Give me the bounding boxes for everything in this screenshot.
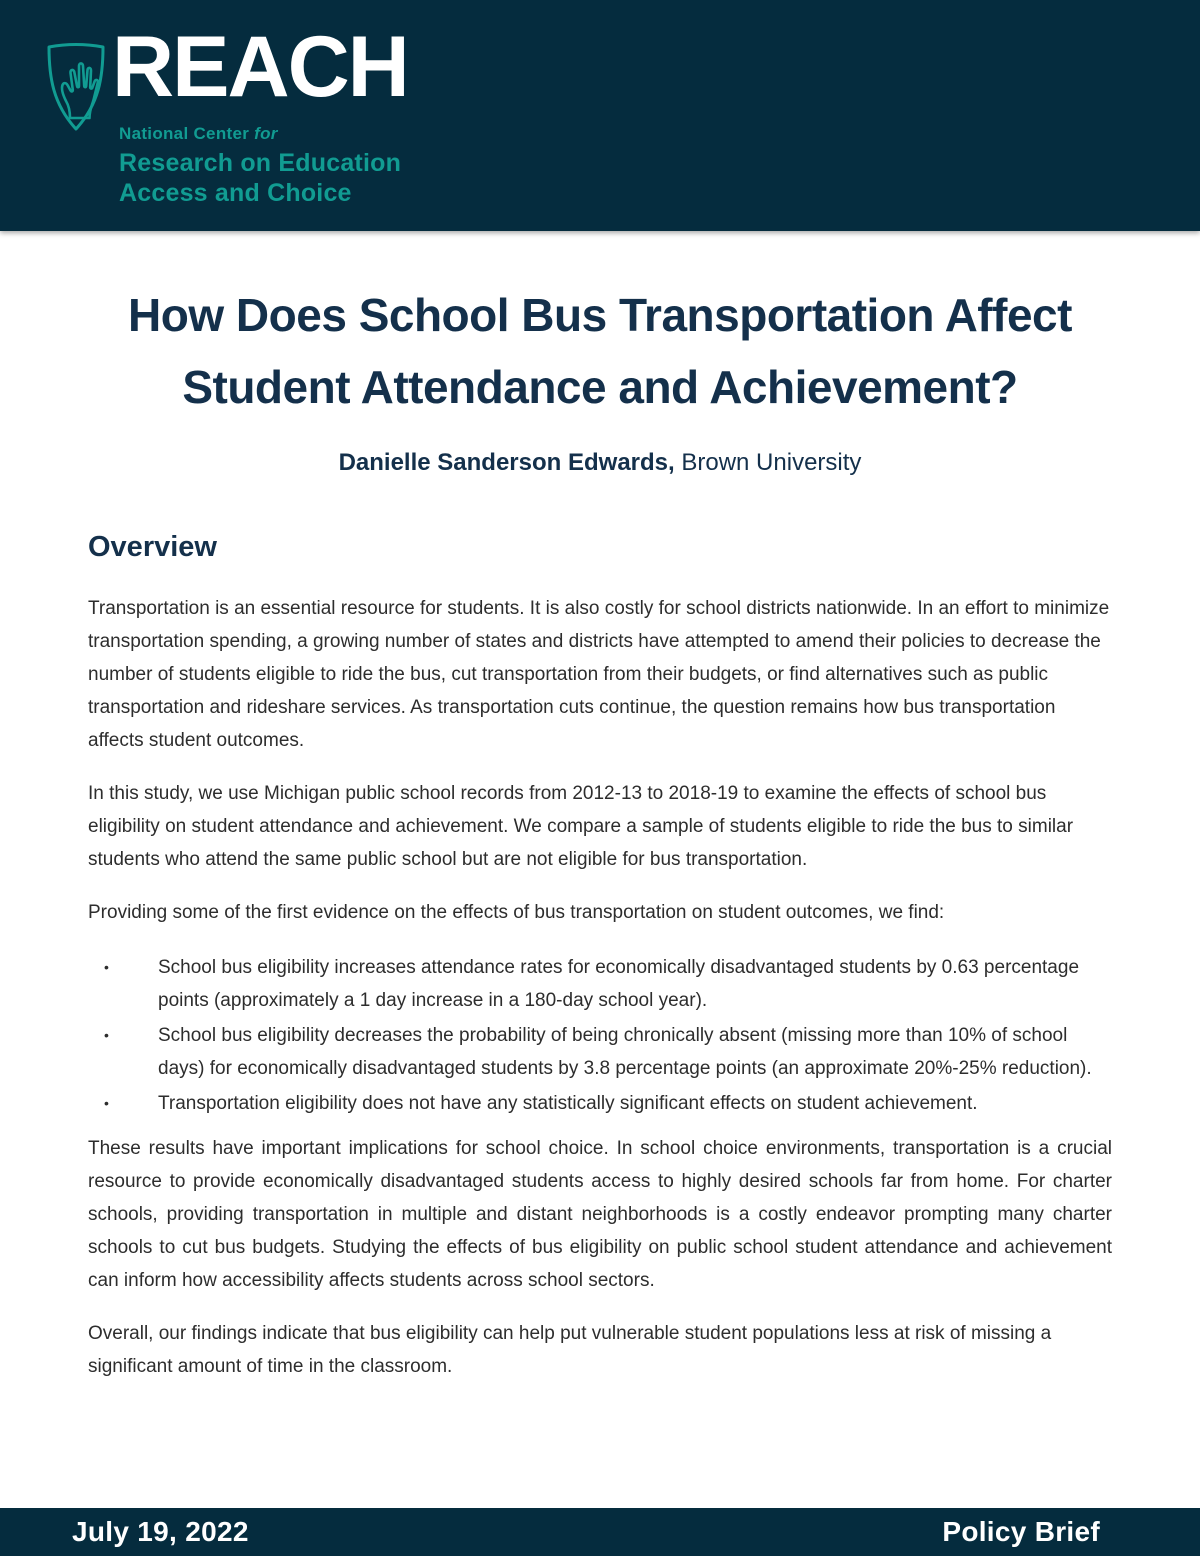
overview-paragraph-1: Transportation is an essential resource for students. It is also costly for school districts nationwide. In an effort to minimize transportation spending, a growing number of states and districts have attempted to amend their policies to decrease the number of students eligible to ride the bus, cut transportation from their budgets, or find alternatives such as public transportation and rideshare services. As transportation cuts continue, the question remains how bus transportation affects student outcomes. (88, 598, 1110, 751)
org-name-line2: Access and Choice (119, 179, 352, 207)
footer-label: Policy Brief (942, 1516, 1100, 1547)
byline (0, 449, 1200, 477)
conclusion-paragraph: Overall, our findings indicate that bus eligibility can help put vulnerable student populations less at risk of missing a significant amount of time in the classroom. (88, 1323, 1052, 1377)
footer-date: July 19, 2022 (72, 1516, 249, 1547)
tagline-prefix: National Center (119, 124, 255, 143)
overview-paragraph-3: Providing some of the first evidence on the effects of bus transportation on student outcomes, we find: (88, 902, 945, 923)
tagline-line (119, 124, 401, 144)
finding-item-2 (88, 1019, 1112, 1085)
author-name: Danielle Sanderson Edwards, (338, 449, 675, 476)
overview-heading: Overview (88, 531, 217, 563)
bullet-marker: • (104, 1027, 109, 1043)
bullet-marker: • (104, 959, 109, 975)
reach-wordmark: REACH (112, 19, 408, 115)
overview-section (0, 531, 1200, 1383)
hand-in-shield-icon (46, 42, 106, 133)
finding-text-3: Transportation eligibility does not have any statistically significant effects on student achievement. (158, 1093, 978, 1114)
finding-item-3 (88, 1087, 1112, 1120)
findings-list (88, 951, 1112, 1120)
header-banner (0, 0, 1200, 231)
finding-text-1: School bus eligibility increases attendance rates for economically disadvantaged students by 0.63 percentage points (approximately a 1 day increase in a 180-day school year). (158, 957, 1080, 1011)
page-title: How Does School Bus Transportation Affect Student Attendance and Achievement? (128, 289, 1072, 413)
finding-text-2: School bus eligibility decreases the probability of being chronically absent (missing more than 10% of school days) for economically disadvantaged students by 3.8 percentage points (an approximate 20%-25% reduction). (158, 1025, 1092, 1079)
footer-bar (0, 1508, 1200, 1556)
finding-item-1 (88, 951, 1112, 1017)
document-body (0, 279, 1200, 1383)
overview-paragraph-2: In this study, we use Michigan public school records from 2012-13 to 2018-19 to examine the effects of school bus eligibility on student attendance and achievement. We compare a sample of students eligible to ride the bus to similar students who attend the same public school but are not eligible for bus transportation. (88, 783, 1074, 870)
implications-paragraph: These results have important implications for school choice. In school choice environments, transportation is a crucial resource to provide economically disadvantaged students access to highly desired schools far from home. For charter schools, providing transportation in multiple and distant neighborhoods is a costly endeavor prompting many charter schools to cut bus budgets. Studying the effects of bus eligibility on public school student attendance and achievement can inform how accessibility affects students across school sectors. (88, 1138, 1112, 1291)
org-tagline (119, 124, 401, 208)
org-name-line1: Research on Education (119, 149, 402, 177)
org-name (119, 148, 401, 208)
author-affiliation: Brown University (674, 449, 862, 476)
bullet-marker: • (104, 1095, 109, 1111)
tagline-for: for (254, 124, 278, 143)
